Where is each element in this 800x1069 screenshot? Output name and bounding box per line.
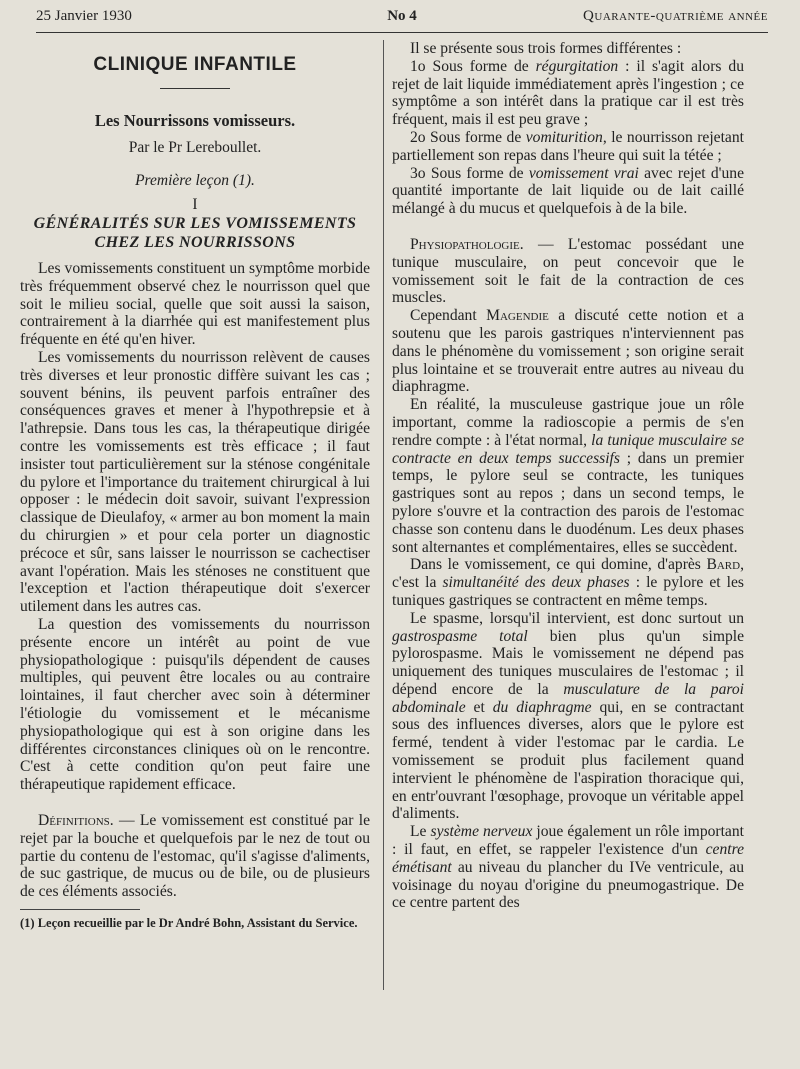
- text: En réalité, la musculeuse gastrique joue un rôle important, comme la radioscopie a permis de s'en rendre compte : à l'état normal,: [392, 396, 744, 449]
- footnote-rule: [20, 909, 140, 910]
- term: simultanéité des deux phases: [442, 574, 630, 592]
- paragraph: La question des vomissements du nourrisson présente encore un intérêt au point de vue physiopathologique : puisqu'ils dépendent de causes multiples, qui peuvent être locales ou au contraire lointaines, il faut chercher avec soin à déterminer l'étiologie du vomissement et le mécanisme physiopathologique qui est à son origine dans les différentes circonstances cliniques où on le rencontre. C'est à cette condition qu'on peut faire une thérapeutique rapidement efficace.: [20, 615, 370, 794]
- term: la tunique musculaire se contracte en deux temps successifs: [392, 431, 744, 467]
- left-column: [20, 40, 370, 930]
- section-title: CLINIQUE INFANTILE: [93, 54, 297, 75]
- text: : le pylore et les tuniques gastriques se contractent en même temps.: [392, 574, 744, 609]
- text: a discuté cette notion et a soutenu que les parois gastriques n'interviennent pas dans le phénomène du vomissement ; son origine serait plus lointaine et se trouverait entre autres au niveau du diaphragme.: [392, 307, 744, 396]
- article-title: Les Nourrissons vomisseurs.: [94, 111, 296, 130]
- chapter-heading-line2: CHEZ LES NOURRISSONS: [94, 234, 296, 251]
- text: Le: [410, 823, 431, 841]
- text: Cependant: [410, 307, 487, 325]
- issue-year: Quarante-quatrième année: [583, 8, 768, 24]
- text: , c'est la: [392, 556, 744, 592]
- definitions-text: — Le vomissement est constitué par le rejet par la bouche et quelquefois par le nez de tout ou partie du contenu de l'estomac, qu'il s'agisse d'aliments, de suc gastrique, de mucus ou de bile, ou de plusieurs de ces éléments associés.: [20, 811, 370, 901]
- term: musculature de la paroi abdominale: [392, 680, 744, 716]
- definitions-label: Définitions.: [38, 811, 114, 829]
- lecon-label: [20, 172, 370, 190]
- text: Dans le vomissement, ce qui domine, d'après: [410, 556, 707, 574]
- author-name: Magendie: [486, 307, 549, 325]
- term: vomiturition: [525, 128, 603, 146]
- text: , le nourrisson rejetant partiellement son repas dans l'heure qui suit la tétée ;: [392, 128, 744, 164]
- text: au niveau du plancher du IVe ventricule, au voisinage du noyau d'origine du pneumogastrique. De ce centre partent des: [392, 858, 744, 912]
- text: : il s'agit alors du rejet de lait liquide immédiatement après l'ingestion ; ce symptôme a son intérêt dans la pratique car il est très fréquent, mais il est peu grave ;: [392, 57, 744, 129]
- paragraph: Les vomissements constituent un symptôme morbide très fréquemment observé chez le nourrisson quel que soit le milieu social, quelle que soit aussi la saison, contrairement à la diarrhée qui est manifestement plus fréquente en été qu'en hiver.: [20, 260, 370, 349]
- text: Le spasme, lorsqu'il intervient, est donc surtout un: [410, 609, 744, 627]
- term: régurgitation: [535, 57, 619, 75]
- form-3: [392, 165, 744, 218]
- text: bien plus qu'un simple pylorospasme. Mais le vomissement ne dépend pas uniquement des tuniques musculaires de l'estomac ; il dépend encore de la: [392, 627, 745, 698]
- paragraph: Les vomissements du nourrisson relèvent de causes très diverses et leur pronostic diffère suivant les cas ; souvent bénins, ils peuvent parfois entraîner des conséquences graves et mener à l'hypothrepsie et à l'athrepsie. Dans tous les cas, la thérapeutique dirigée contre les vomissements est très efficace ; il faut insister tout particulièrement sur la sténose congénitale du pylore et l'importance du traitement chirurgical à lui opposer : le médecin doit savoir, suivant l'expression classique de Dieulafoy, « armer au bon moment la main du chirurgien » et pour cela porter un diagnostic précoce et sûr, sans laisser le nourrisson se cachectiser avant l'opération. Mais les sténoses ne constituent que l'exception et l'action thérapeutique doit s'exercer utilement dans les autres cas.: [20, 348, 370, 616]
- physiopathologie-label: Physiopathologie.: [410, 235, 524, 253]
- right-column: [392, 40, 744, 912]
- chapter-heading: [20, 214, 370, 252]
- title-rule: [160, 88, 230, 89]
- text: 3o Sous forme de: [410, 164, 529, 182]
- paragraph-definitions: [20, 812, 370, 901]
- paragraph: [392, 823, 744, 912]
- paragraph: [392, 556, 744, 609]
- page-header: [36, 8, 768, 32]
- text: qui, en se contractant sous des influences diverses, alors que le pylore est fermé, tendent à vider l'estomac par le cardia. Le vomissement se produit plus facilement quand intervient le phénomène de l'aspiration thoracique qui, en entr'ouvrant l'œsophage, provoque un véritable appel d'aliments.: [392, 698, 744, 823]
- text: ; dans un premier temps, le pylore seul se contracte, les tuniques gastriques sont au repos ; dans un second temps, le pylore s'ouvre et la contraction des parois de l'estomac chasse son contenu dans le duodénum. Les deux phases sont alternantes et complémentaires, elles se succèdent.: [392, 449, 745, 556]
- form-1: [392, 58, 744, 129]
- text: avec rejet d'une quantité importante de lait liquide ou de lait caillé mélangé à du mucus et quelquefois à de la bile.: [392, 164, 744, 218]
- term: vomissement vrai: [528, 164, 639, 182]
- paragraph: [392, 307, 744, 396]
- article-author: Par le Pr Lereboullet.: [128, 139, 262, 156]
- text: et: [465, 698, 493, 716]
- author-name: Bard: [706, 556, 741, 574]
- paragraph: Il se présente sous trois formes différentes :: [410, 40, 682, 57]
- text: 1o Sous forme de: [410, 57, 536, 75]
- term: centre émétisant: [392, 841, 744, 876]
- lecon-text: Première leçon (1).: [135, 172, 255, 189]
- text: 2o Sous forme de: [410, 128, 526, 146]
- paragraph: [392, 610, 744, 824]
- footnote: (1) Leçon recueillie par le Dr André Bohn, Assistant du Service.: [20, 915, 358, 930]
- paragraph: [392, 396, 744, 556]
- chapter-number: I: [192, 196, 198, 213]
- form-2: [392, 129, 744, 165]
- text: joue également un rôle important : il faut, en effet, se rappeler l'existence d'un: [392, 823, 744, 859]
- issue-number: No 4: [387, 8, 417, 24]
- text: — L'estomac possédant une tunique musculaire, on peut concevoir que le vomissement soit le fait de la contraction de ces muscles.: [392, 235, 744, 307]
- paragraph-physiopathologie: [392, 236, 744, 307]
- header-rule: [36, 32, 768, 33]
- column-divider: [383, 40, 384, 990]
- term: du diaphragme: [492, 698, 592, 716]
- chapter-heading-line1: GÉNÉRALITÉS SUR LES VOMISSEMENTS: [33, 215, 357, 232]
- term: gastrospasme total: [392, 627, 528, 645]
- term: système nerveux: [430, 823, 533, 841]
- issue-date: 25 Janvier 1930: [36, 8, 132, 24]
